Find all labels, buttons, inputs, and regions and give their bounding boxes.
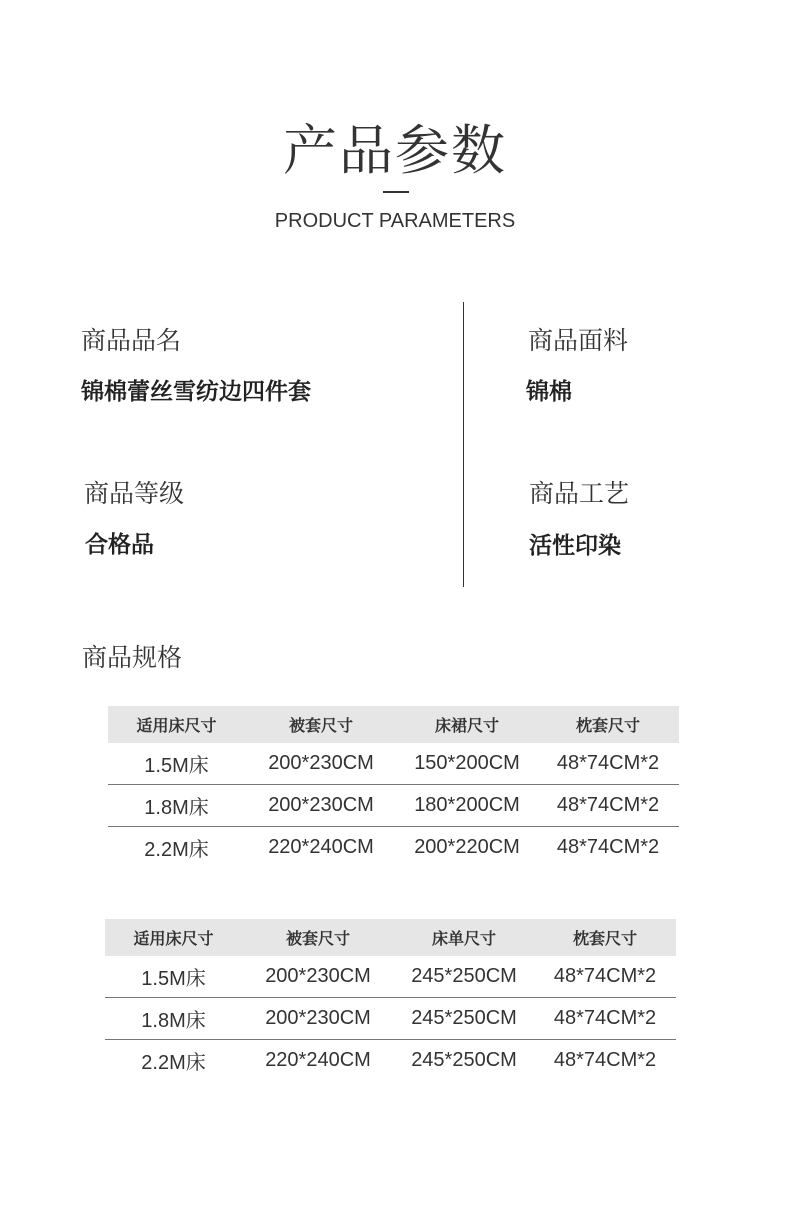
table-cell: 245*250CM [394,956,534,998]
table-header-row [105,919,676,956]
table-cell: 200*230CM [242,956,394,998]
table-cell: 150*200CM [397,743,537,785]
table-cell: 220*240CM [268,836,374,858]
table-cell: 1.8M床 [108,785,245,827]
table-cell: 2.2M床 [144,839,209,861]
column-divider [463,302,464,587]
table-cell: 48*74CM*2 [537,743,679,785]
table-row [108,827,679,869]
table-cell: 48*74CM*2 [537,785,679,827]
page-subtitle: PRODUCT PARAMETERS [274,210,516,232]
grade-value: 合格品 [85,532,154,558]
spec-table-bedskirt [108,706,679,868]
table-header-cell: 适用床尺寸 [105,919,242,956]
grade-label: 商品等级 [84,479,185,508]
spec-table-bedsheet [105,919,676,1081]
table-cell: 245*250CM [394,998,534,1040]
table-cell: 200*230CM [245,785,397,827]
table-cell: 48*74CM*2 [556,836,660,858]
spec-label: 商品规格 [82,643,183,672]
table-header-cell: 枕套尺寸 [534,919,676,956]
craft-value: 活性印染 [529,533,621,559]
table-cell: 200*230CM [242,998,394,1040]
table-row [108,785,679,827]
table-header-cell: 床裙尺寸 [397,706,537,743]
table-cell: 245*250CM [411,1049,517,1071]
title-divider [383,191,409,193]
table-cell: 2.2M床 [141,1052,206,1074]
page-title: 产品参数 [283,119,507,182]
product-name-label: 商品品名 [81,326,182,355]
table-header-cell: 被套尺寸 [245,706,397,743]
table-header-row [108,706,679,743]
table-cell: 200*220CM [414,836,520,858]
table-row [105,1040,676,1082]
fabric-label: 商品面料 [528,326,629,355]
table-header-cell: 适用床尺寸 [108,706,245,743]
table-cell: 48*74CM*2 [553,1049,657,1071]
table-cell: 48*74CM*2 [534,998,676,1040]
table-header-cell: 枕套尺寸 [537,706,679,743]
table-cell: 1.8M床 [105,998,242,1040]
table-cell: 220*240CM [265,1049,371,1071]
table-row [105,998,676,1040]
craft-label: 商品工艺 [529,479,630,508]
table-cell: 200*230CM [245,743,397,785]
table-header-cell: 床单尺寸 [394,919,534,956]
table-cell: 1.5M床 [108,743,245,785]
table-cell: 48*74CM*2 [534,956,676,998]
table-row [108,743,679,785]
product-name-value: 锦棉蕾丝雪纺边四件套 [81,379,311,405]
table-row [105,956,676,998]
table-header-cell: 被套尺寸 [242,919,394,956]
table-cell: 180*200CM [397,785,537,827]
fabric-value: 锦棉 [526,379,572,405]
table-cell: 1.5M床 [105,956,242,998]
